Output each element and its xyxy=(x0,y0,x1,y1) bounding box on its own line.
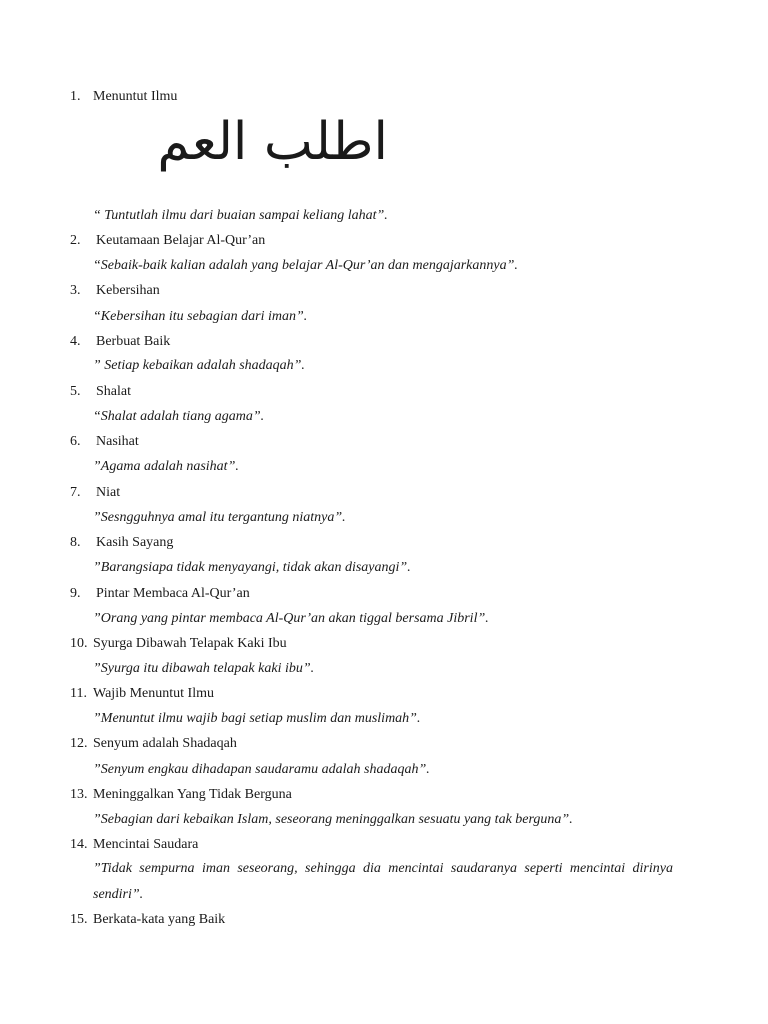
item-quote: ”Barangsiapa tidak menyayangi, tidak akan disayangi”. xyxy=(93,560,411,575)
item-title: Keutamaan Belajar Al-Qur’an xyxy=(96,233,266,248)
item-number: 15. xyxy=(70,912,88,927)
item-number: 5. xyxy=(70,384,81,399)
item-title: Kasih Sayang xyxy=(96,535,174,550)
item-quote: ”Tidak sempurna iman seseorang, sehingga dia mencintai saudaranya seperti mencintai dirinya sendiri”. xyxy=(93,861,673,902)
item-quote: ”Menuntut ilmu wajib bagi setiap muslim dan muslimah”. xyxy=(93,711,421,726)
item-quote: “Kebersihan itu sebagian dari iman”. xyxy=(93,309,308,324)
item-quote: ”Syurga itu dibawah telapak kaki ibu”. xyxy=(93,661,315,676)
item-title: Wajib Menuntut Ilmu xyxy=(93,686,214,701)
item-title: Menuntut Ilmu xyxy=(93,89,178,104)
item-quote: ”Sesngguhnya amal itu tergantung niatnya”. xyxy=(93,510,346,525)
item-title: Niat xyxy=(96,485,121,500)
item-title: Mencintai Saudara xyxy=(93,837,199,852)
item-number: 11. xyxy=(70,686,87,701)
item-title: Berbuat Baik xyxy=(96,334,171,349)
item-quote: ”Orang yang pintar membaca Al-Qur’an akan tiggal bersama Jibril”. xyxy=(93,611,489,626)
item-number: 12. xyxy=(70,736,88,751)
item-title: Shalat xyxy=(96,384,131,399)
item-number: 1. xyxy=(70,89,81,104)
item-title: Berkata-kata yang Baik xyxy=(93,912,226,927)
item-number: 2. xyxy=(70,233,81,248)
item-number: 6. xyxy=(70,434,81,449)
item-title: Pintar Membaca Al-Qur’an xyxy=(96,586,250,601)
item-number: 8. xyxy=(70,535,81,550)
item-title: Nasihat xyxy=(96,434,139,449)
item-number: 4. xyxy=(70,334,81,349)
item-title: Syurga Dibawah Telapak Kaki Ibu xyxy=(93,636,287,651)
item-title: Senyum adalah Shadaqah xyxy=(93,736,237,751)
item-number: 3. xyxy=(70,283,81,298)
item-quote: ” Setiap kebaikan adalah shadaqah”. xyxy=(93,358,305,373)
item-number: 9. xyxy=(70,586,81,601)
item-title: Meninggalkan Yang Tidak Berguna xyxy=(93,787,292,802)
item-number: 10. xyxy=(70,636,88,651)
item-number: 7. xyxy=(70,485,81,500)
item-quote: “Shalat adalah tiang agama”. xyxy=(93,409,265,424)
item-number: 14. xyxy=(70,837,88,852)
arabic-text: اطلب العم xyxy=(157,112,388,172)
item-title: Kebersihan xyxy=(96,283,160,298)
item-quote: “Sebaik-baik kalian adalah yang belajar Al-Qur’an dan mengajarkannya”. xyxy=(93,258,518,273)
item-quote: ”Sebagian dari kebaikan Islam, seseorang meninggalkan sesuatu yang tak berguna”. xyxy=(93,812,573,827)
item-quote: “ Tuntutlah ilmu dari buaian sampai keliang lahat”. xyxy=(93,208,388,223)
item-quote: ”Agama adalah nasihat”. xyxy=(93,459,239,474)
item-quote: ”Senyum engkau dihadapan saudaramu adalah shadaqah”. xyxy=(93,762,430,777)
item-number: 13. xyxy=(70,787,88,802)
